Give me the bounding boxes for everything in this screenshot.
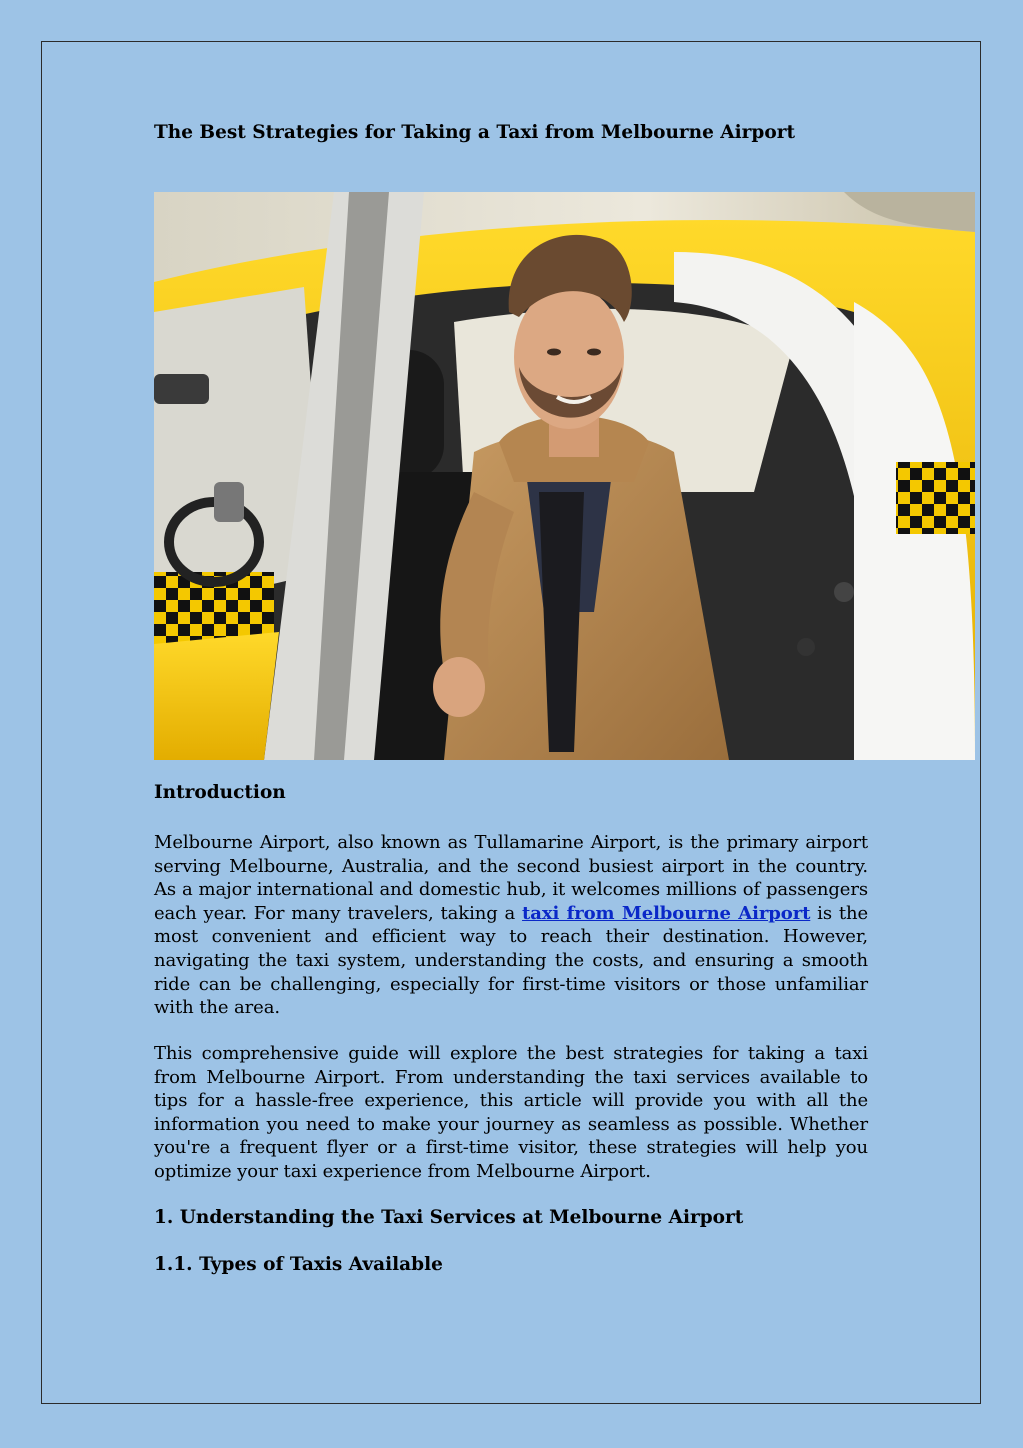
intro-p1-text-after: is the most convenient and efficient way to reach their destination. However, navigating the taxi system, understanding the costs, and ensuring a smooth ride can be challenging, especially for first-time visitors or those unfamiliar with the area. bbox=[154, 902, 868, 1019]
heading-introduction: Introduction bbox=[154, 782, 286, 803]
hero-image bbox=[154, 192, 975, 760]
taxi-from-melbourne-airport-link[interactable]: taxi from Melbourne Airport bbox=[522, 902, 811, 924]
intro-paragraph-2: This comprehensive guide will explore the best strategies for taking a taxi from Melbourne Airport. From understanding the taxi services available to tips for a hassle-free experience, this article will provide you with all the information you need to make your journey as seamless as possible. Whether you're a frequent flyer or a first-time visitor, these strategies will help you optimize your taxi experience from Melbourne Airport. bbox=[154, 1043, 868, 1182]
heading-section-1-1: 1.1. Types of Taxis Available bbox=[154, 1254, 443, 1275]
intro-p1-text-before: Melbourne Airport, also known as Tullamarine Airport, is the primary airport serving Melbourne, Australia, and the second busiest airport in the country. As a major international and domestic hub, it welcomes millions of passengers each year. For many travelers, taking a bbox=[154, 832, 868, 924]
document-title: The Best Strategies for Taking a Taxi from Melbourne Airport bbox=[154, 122, 795, 143]
heading-section-1: 1. Understanding the Taxi Services at Melbourne Airport bbox=[154, 1207, 744, 1228]
taxi-photo-illustration bbox=[154, 192, 975, 760]
intro-paragraph-1 bbox=[154, 831, 868, 1020]
